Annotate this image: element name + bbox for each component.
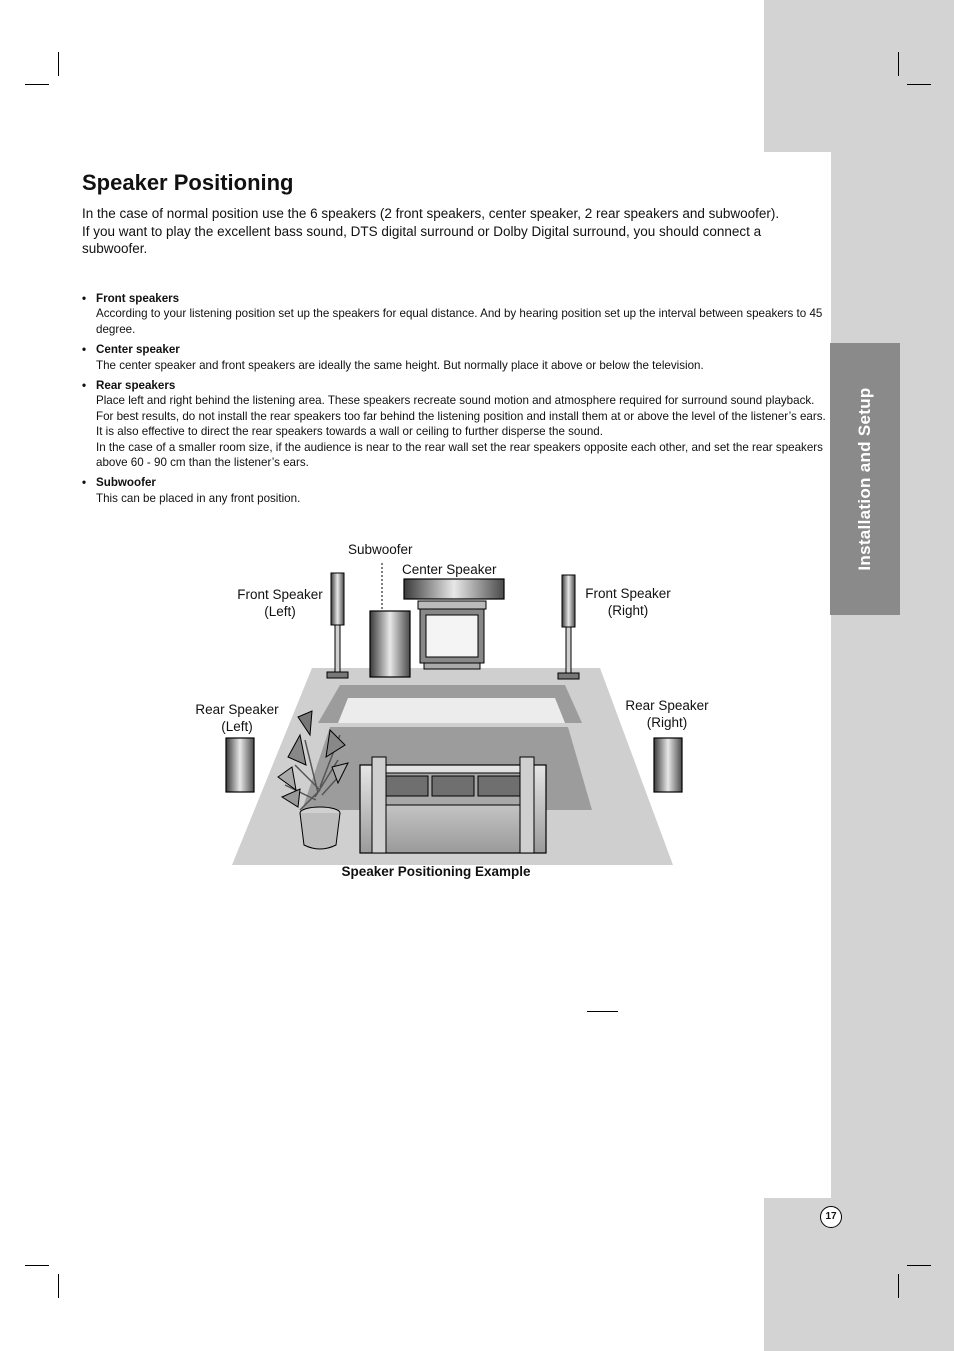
- label-line: Front Speaker: [237, 587, 323, 602]
- page-number: 17: [820, 1206, 842, 1228]
- label-line: (Right): [646, 715, 688, 730]
- tv-stand: [424, 663, 480, 669]
- list-item-heading: Center speaker: [96, 343, 180, 357]
- speaker-positioning-diagram: [180, 535, 740, 885]
- divider: [587, 1011, 618, 1012]
- label-line: (Left): [264, 604, 296, 619]
- label-line: (Left): [221, 719, 253, 734]
- speaker-tips-list: [82, 291, 830, 511]
- crop-mark: [898, 1274, 899, 1298]
- bullet-icon: •: [82, 476, 87, 490]
- front-left-speaker-stand: [335, 625, 340, 673]
- label-rear-right: [625, 697, 708, 731]
- label-line: (Right): [607, 603, 649, 618]
- label-rear-left: [195, 701, 278, 735]
- list-item-center-speaker: [82, 342, 830, 373]
- rear-left-speaker-icon: [226, 738, 254, 792]
- crop-mark: [907, 1265, 931, 1266]
- tv-screen: [426, 615, 478, 657]
- sofa-arm-right: [520, 757, 534, 853]
- plant-pot: [300, 813, 340, 849]
- label-line: Rear Speaker: [195, 702, 279, 717]
- label-front-right: [585, 585, 671, 619]
- intro-text: [82, 205, 782, 258]
- front-left-speaker-icon: [331, 573, 344, 625]
- list-item-text: This can be placed in any front position.: [96, 491, 301, 505]
- intro-paragraph: In the case of normal position use the 6 speakers (2 front speakers, center speaker, 2 rear speakers and subwoofer).: [82, 206, 780, 221]
- list-item-heading: Rear speakers: [96, 379, 176, 393]
- front-right-speaker-icon: [562, 575, 575, 627]
- section-tab-label: Installation and Setup: [855, 387, 874, 571]
- bullet-icon: •: [82, 292, 87, 305]
- list-item-text: The center speaker and front speakers are ideally the same height. But normally place it above or below the television.: [96, 358, 704, 372]
- bullet-icon: •: [82, 343, 87, 357]
- front-right-speaker-base: [558, 673, 579, 679]
- crop-mark: [58, 52, 59, 76]
- list-item-rear-speakers: [82, 378, 830, 470]
- crop-mark: [25, 1265, 49, 1266]
- crop-mark: [25, 84, 49, 85]
- center-speaker-icon: [404, 579, 504, 599]
- floor-band: [338, 698, 565, 723]
- subwoofer-icon: [370, 611, 410, 677]
- list-item-heading: Subwoofer: [96, 476, 156, 490]
- sofa-cushion: [386, 776, 428, 796]
- label-subwoofer: Subwoofer: [348, 542, 413, 557]
- list-item-text: In the case of a smaller room size, if the audience is near to the rear wall set the rear speakers opposite each other, and set the rear speakers above 60 - 90 cm than the listener’s ears.: [96, 440, 823, 470]
- crop-mark: [898, 52, 899, 76]
- sofa-cushion: [432, 776, 474, 796]
- front-right-speaker-stand: [566, 627, 571, 673]
- page-title: Speaker Positioning: [82, 170, 294, 195]
- crop-mark: [58, 1274, 59, 1298]
- list-item-heading: Front speakers: [96, 292, 180, 305]
- rear-right-speaker-icon: [654, 738, 682, 792]
- diagram-caption: Speaker Positioning Example: [341, 864, 531, 879]
- list-item-text: According to your listening position set up the speakers for equal distance. And by hearing position set up the interval between speakers to 45 degree.: [96, 307, 823, 336]
- label-line: Front Speaker: [585, 586, 671, 601]
- sofa-arm-left: [372, 757, 386, 853]
- label-front-left: [237, 586, 323, 620]
- label-line: Rear Speaker: [625, 698, 709, 713]
- list-item-subwoofer: [82, 475, 830, 506]
- front-left-speaker-base: [327, 672, 348, 678]
- list-item-text: Place left and right behind the listening area. These speakers recreate sound motion and atmosphere required for surround sound playback. For best results, do not install the rear speakers too far behind the listening position and install them at or above the level of the listener’s ears. It is also effective to direct the rear speakers towards a wall or ceiling to further disperse the sound.: [96, 394, 826, 439]
- label-center-speaker: Center Speaker: [402, 562, 497, 577]
- tv-top: [418, 601, 486, 609]
- sofa-cushion: [478, 776, 520, 796]
- list-item-front-speakers: [82, 291, 830, 337]
- crop-mark: [907, 84, 931, 85]
- bullet-icon: •: [82, 379, 87, 393]
- intro-paragraph: If you want to play the excellent bass sound, DTS digital surround or Dolby Digital surround, you should connect a subwoofer.: [82, 223, 762, 256]
